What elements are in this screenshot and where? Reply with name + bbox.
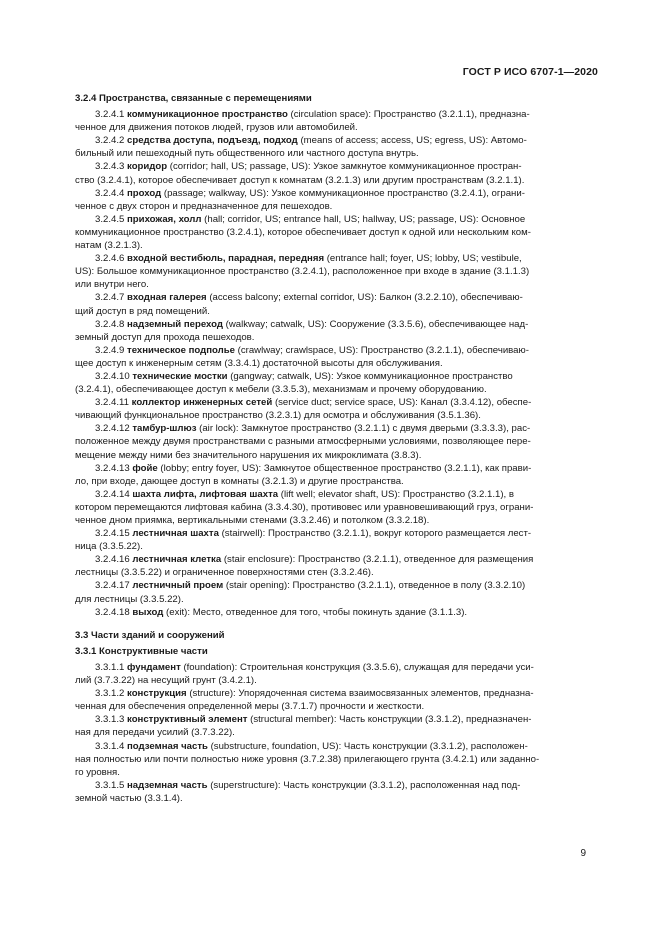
entry-line: [75, 331, 588, 344]
entry-line: [75, 740, 588, 753]
entry-line: [75, 226, 588, 239]
term-entry: [75, 661, 588, 687]
entry-term: надземная часть: [127, 779, 208, 791]
term-entry: [75, 344, 588, 370]
term-entry: [75, 213, 588, 252]
entry-term: проход: [127, 187, 162, 199]
entry-number: 3.2.4.9: [95, 344, 125, 356]
entry-text: (service duct; service space, US): Канал (3.3.4.12), обеспе-: [274, 397, 532, 409]
entry-line: [75, 435, 588, 448]
entry-number: 3.2.4.5: [95, 213, 125, 225]
entry-line: [75, 449, 588, 462]
entry-line: [75, 713, 588, 726]
entry-text: (entrance hall; foyer, US; lobby, US; vestibule,: [326, 253, 522, 265]
entry-line: [75, 357, 588, 370]
entry-text: (passage; walkway, US): Узкое коммуникационное пространство (3.2.4.1), ограни-: [163, 187, 525, 199]
entry-line: [75, 779, 588, 792]
entry-line: [75, 291, 588, 304]
entry-number: 3.3.1.3: [95, 714, 125, 726]
entry-text: ченная для обеспечения определенной меры (3.7.1.7) прочности и жесткости.: [75, 701, 425, 713]
term-entry: [75, 687, 588, 713]
entry-line: [75, 187, 588, 200]
entry-text: (gangway; catwalk, US): Узкое коммуникационное пространство: [230, 370, 513, 382]
entry-text: натам (3.2.1.3).: [75, 240, 143, 252]
entry-term: коридор: [127, 161, 168, 173]
entry-line: [75, 147, 588, 160]
entry-number: 3.2.4.6: [95, 253, 125, 265]
entry-term: подземная часть: [127, 740, 208, 752]
term-entry: [75, 370, 588, 396]
term-entry: [75, 160, 588, 186]
entry-text: (means of access; access, US; egress, US): Автомо-: [300, 135, 527, 147]
entry-text: (substructure, foundation, US): Часть конструкции (3.3.1.2), расположен-: [210, 740, 528, 752]
entry-line: [75, 540, 588, 553]
entry-text: го уровня.: [75, 766, 120, 778]
term-entry: [75, 252, 588, 291]
entry-text: (superstructure): Часть конструкции (3.3.1.2), расположенная над под-: [210, 779, 521, 791]
entry-line: [75, 409, 588, 422]
entry-line: [75, 700, 588, 713]
entry-text: ство (3.2.4.1), которое обеспечивает доступ к комнатам (3.2.1.3) или другим пространствам (3.2.1.1).: [75, 174, 525, 186]
entry-term: входная галерея: [127, 292, 207, 304]
section-heading-3-2-4: 3.2.4 Пространства, связанные с перемещениями: [75, 93, 312, 104]
entry-text: (corridor; hall, US; passage, US): Узкое замкнутое коммуникационное простран-: [169, 161, 522, 173]
entry-text: ченное для движения потоков людей, грузов или автомобилей.: [75, 122, 358, 134]
entry-text: для лестницы (3.3.5.22).: [75, 593, 184, 605]
entry-line: [75, 766, 588, 779]
entry-text: ло, при входе, дающее доступ в комнаты (3.2.1.3) и другие пространства.: [75, 475, 404, 487]
entry-line: [75, 370, 588, 383]
entry-text: (stair enclosure): Пространство (3.2.1.1), отведенное для размещения: [223, 554, 534, 566]
entry-number: 3.2.4.7: [95, 292, 125, 304]
term-entry: [75, 740, 588, 779]
entry-line: [75, 488, 588, 501]
entry-number: 3.2.4.14: [95, 488, 130, 500]
entry-line: [75, 514, 588, 527]
entry-line: [75, 344, 588, 357]
entry-line: [75, 501, 588, 514]
entry-text: котором перемещаются лифтовая кабина (3.3.4.30), противовес или уравновешивающий груз, ограни-: [75, 501, 534, 513]
entry-text: (3.2.4.1), обеспечивающее доступ к мебели (3.3.5.3), механизмам и прочему оборудованию.: [75, 384, 487, 396]
term-entry: [75, 291, 588, 317]
entry-line: [75, 726, 588, 739]
entry-term: коллектор инженерных сетей: [131, 397, 273, 409]
term-entry: [75, 396, 588, 422]
entry-number: 3.2.4.10: [95, 370, 130, 382]
term-entry: [75, 606, 588, 619]
entry-term: фойе: [132, 462, 158, 474]
term-entry: [75, 579, 588, 605]
entry-line: [75, 396, 588, 409]
entry-text: коммуникационное пространство (3.2.4.1), которое обеспечивает доступ к одной или нескольким ком-: [75, 226, 531, 238]
entry-text: ная полностью или почти полностью ниже уровня (3.7.2.38) прилегающего грунта (3.4.2.1) или заданно-: [75, 753, 540, 765]
entry-text: (exit): Место, отведенное для того, чтобы покинуть здание (3.1.1.3).: [166, 606, 468, 618]
page-content: [75, 92, 588, 805]
entry-text: (lift well; elevator shaft, US): Пространство (3.2.1.1), в: [280, 488, 514, 500]
entry-line: [75, 134, 588, 147]
entry-text: положенное между двумя пространствами с разными атмосферными условиями, позволяющее пере-: [75, 436, 531, 448]
term-entry: [75, 553, 588, 579]
entry-term: выход: [132, 606, 164, 618]
entry-line: [75, 174, 588, 187]
entry-term: прихожая, холл: [127, 213, 202, 225]
entry-text: мещение между ними без значительного нарушения их микроклимата (3.8.3).: [75, 449, 422, 461]
entry-number: 3.2.4.1: [95, 109, 125, 121]
entry-text: бильный или пешеходный путь общественного или частного доступа внутрь.: [75, 148, 419, 160]
entry-line: [75, 593, 588, 606]
section-heading-3-3: 3.3 Части зданий и сооружений: [75, 629, 225, 641]
term-entry: [75, 713, 588, 739]
entry-line: [75, 661, 588, 674]
entry-term: коммуникационное пространство: [127, 109, 288, 121]
entry-term: фундамент: [127, 661, 181, 673]
entry-number: 3.2.4.17: [95, 580, 130, 592]
entry-number: 3.2.4.18: [95, 606, 130, 618]
entry-text: (hall; corridor, US; entrance hall, US; hallway, US; passage, US): Основное: [204, 213, 526, 225]
term-entry: [75, 488, 588, 527]
entry-term: входной вестибюль, парадная, передняя: [127, 253, 325, 265]
entry-line: [75, 239, 588, 252]
entry-text: ченное с двух сторон и предназначенное для пешеходов.: [75, 200, 333, 212]
document-code: ГОСТ Р ИСО 6707-1—2020: [462, 66, 598, 78]
entry-term: конструктивный элемент: [127, 714, 248, 726]
entry-number: 3.2.4.11: [95, 397, 129, 409]
entry-term: надземный переход: [127, 318, 223, 330]
entry-number: 3.3.1.4: [95, 740, 125, 752]
entry-term: техническое подполье: [127, 344, 235, 356]
entry-text: (foundation): Строительная конструкция (3.3.5.6), служащая для передачи уси-: [183, 661, 534, 673]
entry-line: [75, 553, 588, 566]
entry-text: (lobby; entry foyer, US): Замкнутое общественное пространство (3.2.1.1), как прави-: [160, 462, 532, 474]
entry-number: 3.2.4.15: [95, 528, 130, 540]
entry-text: лестницы (3.3.5.22) и ограниченное поверхностями стен (3.3.2.46).: [75, 567, 374, 579]
entry-text: лий (3.7.3.22) на несущий грунт (3.4.2.1).: [75, 675, 257, 687]
entry-line: [75, 160, 588, 173]
entry-text: или внутри него.: [75, 279, 149, 291]
entry-line: [75, 527, 588, 540]
entry-term: лестничная клетка: [132, 554, 222, 566]
entry-text: (access balcony; external corridor, US): Балкон (3.2.2.10), обеспечиваю-: [209, 292, 523, 304]
entry-text: щий доступ в ряд помещений.: [75, 305, 210, 317]
entry-text: (walkway; catwalk, US): Сооружение (3.3.5.6), обеспечивающее над-: [225, 318, 529, 330]
entry-term: конструкция: [127, 688, 187, 700]
entry-line: [75, 108, 588, 121]
entry-text: (structure): Упорядоченная система взаимосвязанных элементов, предназна-: [189, 688, 534, 700]
entry-term: шахта лифта, лифтовая шахта: [132, 488, 279, 500]
entry-term: лестничная шахта: [132, 528, 219, 540]
entry-text: (structural member): Часть конструкции (3.3.1.2), предназначен-: [250, 714, 532, 726]
entries-3-2-4: [75, 108, 588, 619]
entry-text: US): Большое коммуникационное пространство (3.2.4.1), расположенное при входе в здание (3.1.1.3): [75, 266, 530, 278]
entry-line: [75, 462, 588, 475]
entry-number: 3.3.1.1: [95, 661, 125, 673]
entry-text: земный доступ для прохода пешеходов.: [75, 331, 255, 343]
entries-3-3-1: [75, 661, 588, 805]
entry-line: [75, 606, 588, 619]
entry-line: [75, 674, 588, 687]
term-entry: [75, 318, 588, 344]
entry-term: лестничный проем: [132, 580, 224, 592]
entry-line: [75, 265, 588, 278]
entry-number: 3.3.1.5: [95, 779, 125, 791]
entry-number: 3.2.4.8: [95, 318, 125, 330]
term-entry: [75, 779, 588, 805]
entry-number: 3.2.4.13: [95, 462, 130, 474]
entry-line: [75, 252, 588, 265]
entry-term: тамбур-шлюз: [132, 423, 197, 435]
entry-text: щее доступ к инженерным сетям (3.3.4.1) достаточной высоты для обслуживания.: [75, 357, 443, 369]
page-number: 9: [580, 848, 586, 859]
entry-term: средства доступа, подъезд, подход: [127, 135, 298, 147]
entry-line: [75, 318, 588, 331]
entry-line: [75, 305, 588, 318]
entry-line: [75, 383, 588, 396]
entry-line: [75, 579, 588, 592]
entry-text: (crawlway; crawlspace, US): Пространство (3.2.1.1), обеспечиваю-: [237, 344, 529, 356]
term-entry: [75, 134, 588, 160]
entry-text: (stairwell): Пространство (3.2.1.1), вокруг которого размещается лест-: [221, 528, 532, 540]
entry-line: [75, 213, 588, 226]
entry-line: [75, 687, 588, 700]
entry-line: [75, 792, 588, 805]
entry-line: [75, 475, 588, 488]
entry-number: 3.2.4.12: [95, 423, 130, 435]
entry-term: технические мостки: [132, 370, 228, 382]
entry-text: (air lock): Замкнутое пространство (3.2.1.1) с двумя дверьми (3.3.3.3), рас-: [199, 423, 531, 435]
entry-text: ченное дном приямка, вертикальными стенами (3.3.2.46) и потолком (3.3.2.18).: [75, 515, 430, 526]
entry-line: [75, 422, 588, 435]
term-entry: [75, 422, 588, 461]
entry-text: чивающий функциональное пространство (3.2.3.1) для осмотра и обслуживания (3.5.1.36).: [75, 410, 481, 422]
entry-line: [75, 753, 588, 766]
entry-line: [75, 121, 588, 134]
entry-number: 3.2.4.16: [95, 554, 130, 566]
entry-number: 3.3.1.2: [95, 688, 125, 700]
term-entry: [75, 462, 588, 488]
entry-text: (circulation space): Пространство (3.2.1.1), предназна-: [290, 109, 530, 121]
term-entry: [75, 108, 588, 134]
entry-text: (stair opening): Пространство (3.2.1.1), отведенное в полу (3.3.2.10): [225, 580, 526, 592]
entry-text: ная для передачи усилий (3.7.3.22).: [75, 727, 235, 739]
term-entry: [75, 187, 588, 213]
entry-text: ница (3.3.5.22).: [75, 541, 143, 553]
section-heading-3-3-1: 3.3.1 Конструктивные части: [75, 645, 208, 657]
entry-line: [75, 566, 588, 579]
entry-number: 3.2.4.2: [95, 135, 125, 147]
entry-number: 3.2.4.3: [95, 161, 125, 173]
entry-line: [75, 200, 588, 213]
entry-line: [75, 278, 588, 291]
entry-number: 3.2.4.4: [95, 187, 125, 199]
entry-text: земной частью (3.3.1.4).: [75, 792, 183, 804]
term-entry: [75, 527, 588, 553]
